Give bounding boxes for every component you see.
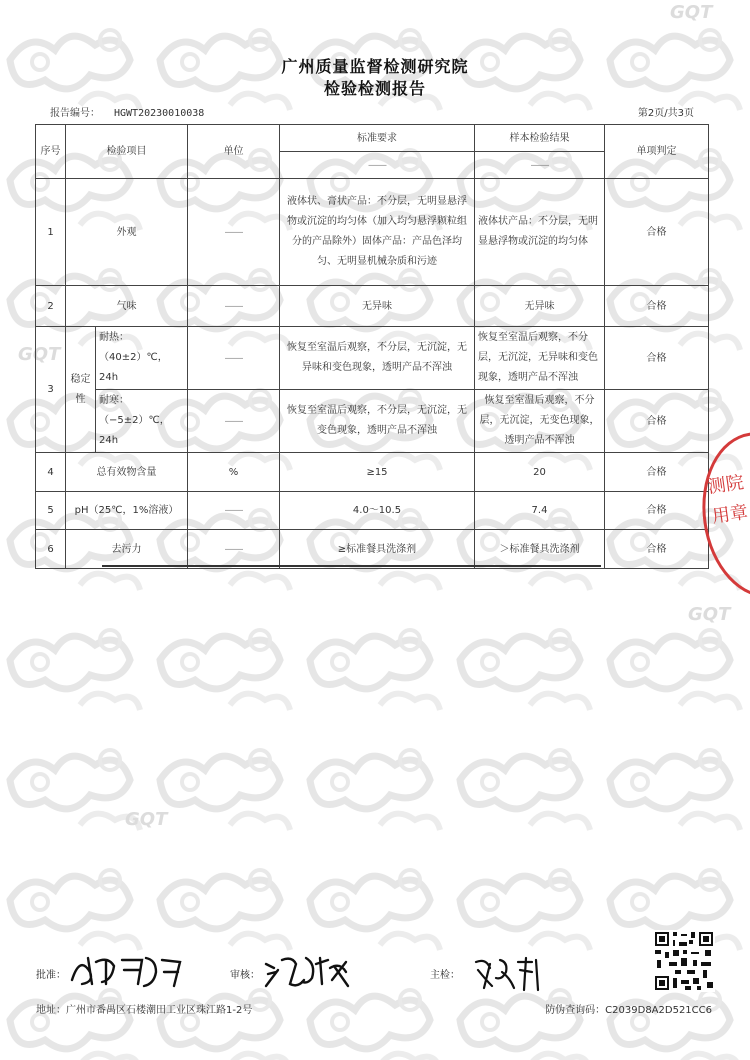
header-standard-sub: ——	[280, 152, 475, 179]
report-title-institution: 广州质量监督检测研究院	[281, 57, 469, 76]
watermark-text: GQT	[18, 344, 61, 365]
report-number-label: 报告编号：	[50, 108, 100, 119]
row-item: 气味	[66, 286, 188, 327]
row-item: 去污力	[66, 530, 188, 569]
row-verdict: 合格	[605, 390, 709, 453]
row-verdict: 合格	[605, 530, 709, 569]
row-seq: 4	[36, 453, 66, 492]
row-standard: 液体状、膏状产品：不分层，无明显悬浮物或沉淀的均匀体（加入均匀悬浮颗粒组分的产品除外）固体产品：产品色泽均匀、无明显机械杂质和污迹	[280, 179, 475, 286]
header-verdict: 单项判定	[605, 125, 709, 179]
review-label: 审核：	[230, 970, 260, 981]
row-item-heat: 耐热：（40±2）℃，24h	[96, 327, 188, 390]
table-row	[36, 390, 709, 453]
watermark-text: GQT	[688, 604, 731, 625]
row-unit: ——	[188, 179, 280, 286]
row-item: 外观	[66, 179, 188, 286]
table-row	[36, 492, 709, 530]
report-number-value: HGWT20230010038	[114, 108, 205, 119]
row-standard: ≥标准餐具洗涤剂	[280, 530, 475, 569]
row-result: 7.4	[475, 492, 605, 530]
row-standard: 恢复至室温后观察，不分层，无沉淀，无变色现象，透明产品不浑浊	[280, 390, 475, 453]
anti-fake-code: 防伪查询码：C2039D8A2D521CC6	[545, 1005, 712, 1016]
table-row	[36, 530, 709, 569]
watermark-text: GQT	[125, 809, 168, 830]
row-standard: 4.0～10.5	[280, 492, 475, 530]
row-result: 液体状产品：不分层，无明显悬浮物或沉淀的均匀体	[475, 179, 605, 286]
watermark-text: GQT	[670, 2, 713, 23]
row-item-cold: 耐寒：（−5±2）℃，24h	[96, 390, 188, 453]
row-unit: ——	[188, 390, 280, 453]
row-verdict: 合格	[605, 327, 709, 390]
header-result-sub: ——	[475, 152, 605, 179]
row-seq: 5	[36, 492, 66, 530]
row-unit: ——	[188, 286, 280, 327]
inspection-results-table	[35, 124, 709, 569]
row-unit: ——	[188, 530, 280, 569]
table-row	[36, 453, 709, 492]
row-result: 恢复至室温后观察，不分层，无沉淀，无异味和变色现象，透明产品不浑浊	[475, 327, 605, 390]
row-verdict: 合格	[605, 179, 709, 286]
header-unit: 单位	[188, 125, 280, 179]
table-row	[36, 327, 709, 390]
row-standard: ≥15	[280, 453, 475, 492]
qr-code-icon[interactable]	[653, 930, 715, 992]
row-unit: ——	[188, 327, 280, 390]
report-title-type: 检验检测报告	[323, 79, 426, 98]
header-item: 检验项目	[66, 125, 188, 179]
row-seq: 2	[36, 286, 66, 327]
report-number	[50, 104, 204, 119]
header-seq: 序号	[36, 125, 66, 179]
row-item: pH（25℃，1%溶液）	[66, 492, 188, 530]
row-seq: 1	[36, 179, 66, 286]
header-result: 样本检验结果	[475, 125, 605, 152]
row-group-stability: 稳定性	[66, 327, 96, 453]
approve-label: 批准：	[36, 970, 66, 981]
header-standard: 标准要求	[280, 125, 475, 152]
row-unit: %	[188, 453, 280, 492]
official-seal-text: 测院用章	[706, 472, 750, 528]
row-item: 总有效物含量	[66, 453, 188, 492]
reviewer-signature	[262, 950, 352, 990]
page-info: 第2页/共3页	[637, 108, 694, 119]
row-verdict: 合格	[605, 286, 709, 327]
approver-signature	[66, 950, 186, 990]
table-row	[36, 286, 709, 327]
table-row	[36, 179, 709, 286]
table-header-row	[36, 125, 709, 152]
row-unit: ——	[188, 492, 280, 530]
row-result: 20	[475, 453, 605, 492]
row-standard: 恢复至室温后观察，不分层，无沉淀，无异味和变色现象，透明产品不浑浊	[280, 327, 475, 390]
row-result: 无异味	[475, 286, 605, 327]
inspect-label: 主检：	[430, 970, 460, 981]
row-verdict: 合格	[605, 453, 709, 492]
row-result: ＞标准餐具洗涤剂	[475, 530, 605, 569]
table-end-rule	[102, 565, 601, 567]
lab-address: 地址：广州市番禺区石楼潮田工业区珠江路1-2号	[36, 1005, 253, 1016]
row-seq: 3	[36, 327, 66, 453]
inspector-signature	[470, 952, 550, 992]
row-seq: 6	[36, 530, 66, 569]
row-result: 恢复至室温后观察，不分层，无沉淀，无变色现象，透明产品不浑浊	[475, 390, 605, 453]
row-standard: 无异味	[280, 286, 475, 327]
row-verdict: 合格	[605, 492, 709, 530]
